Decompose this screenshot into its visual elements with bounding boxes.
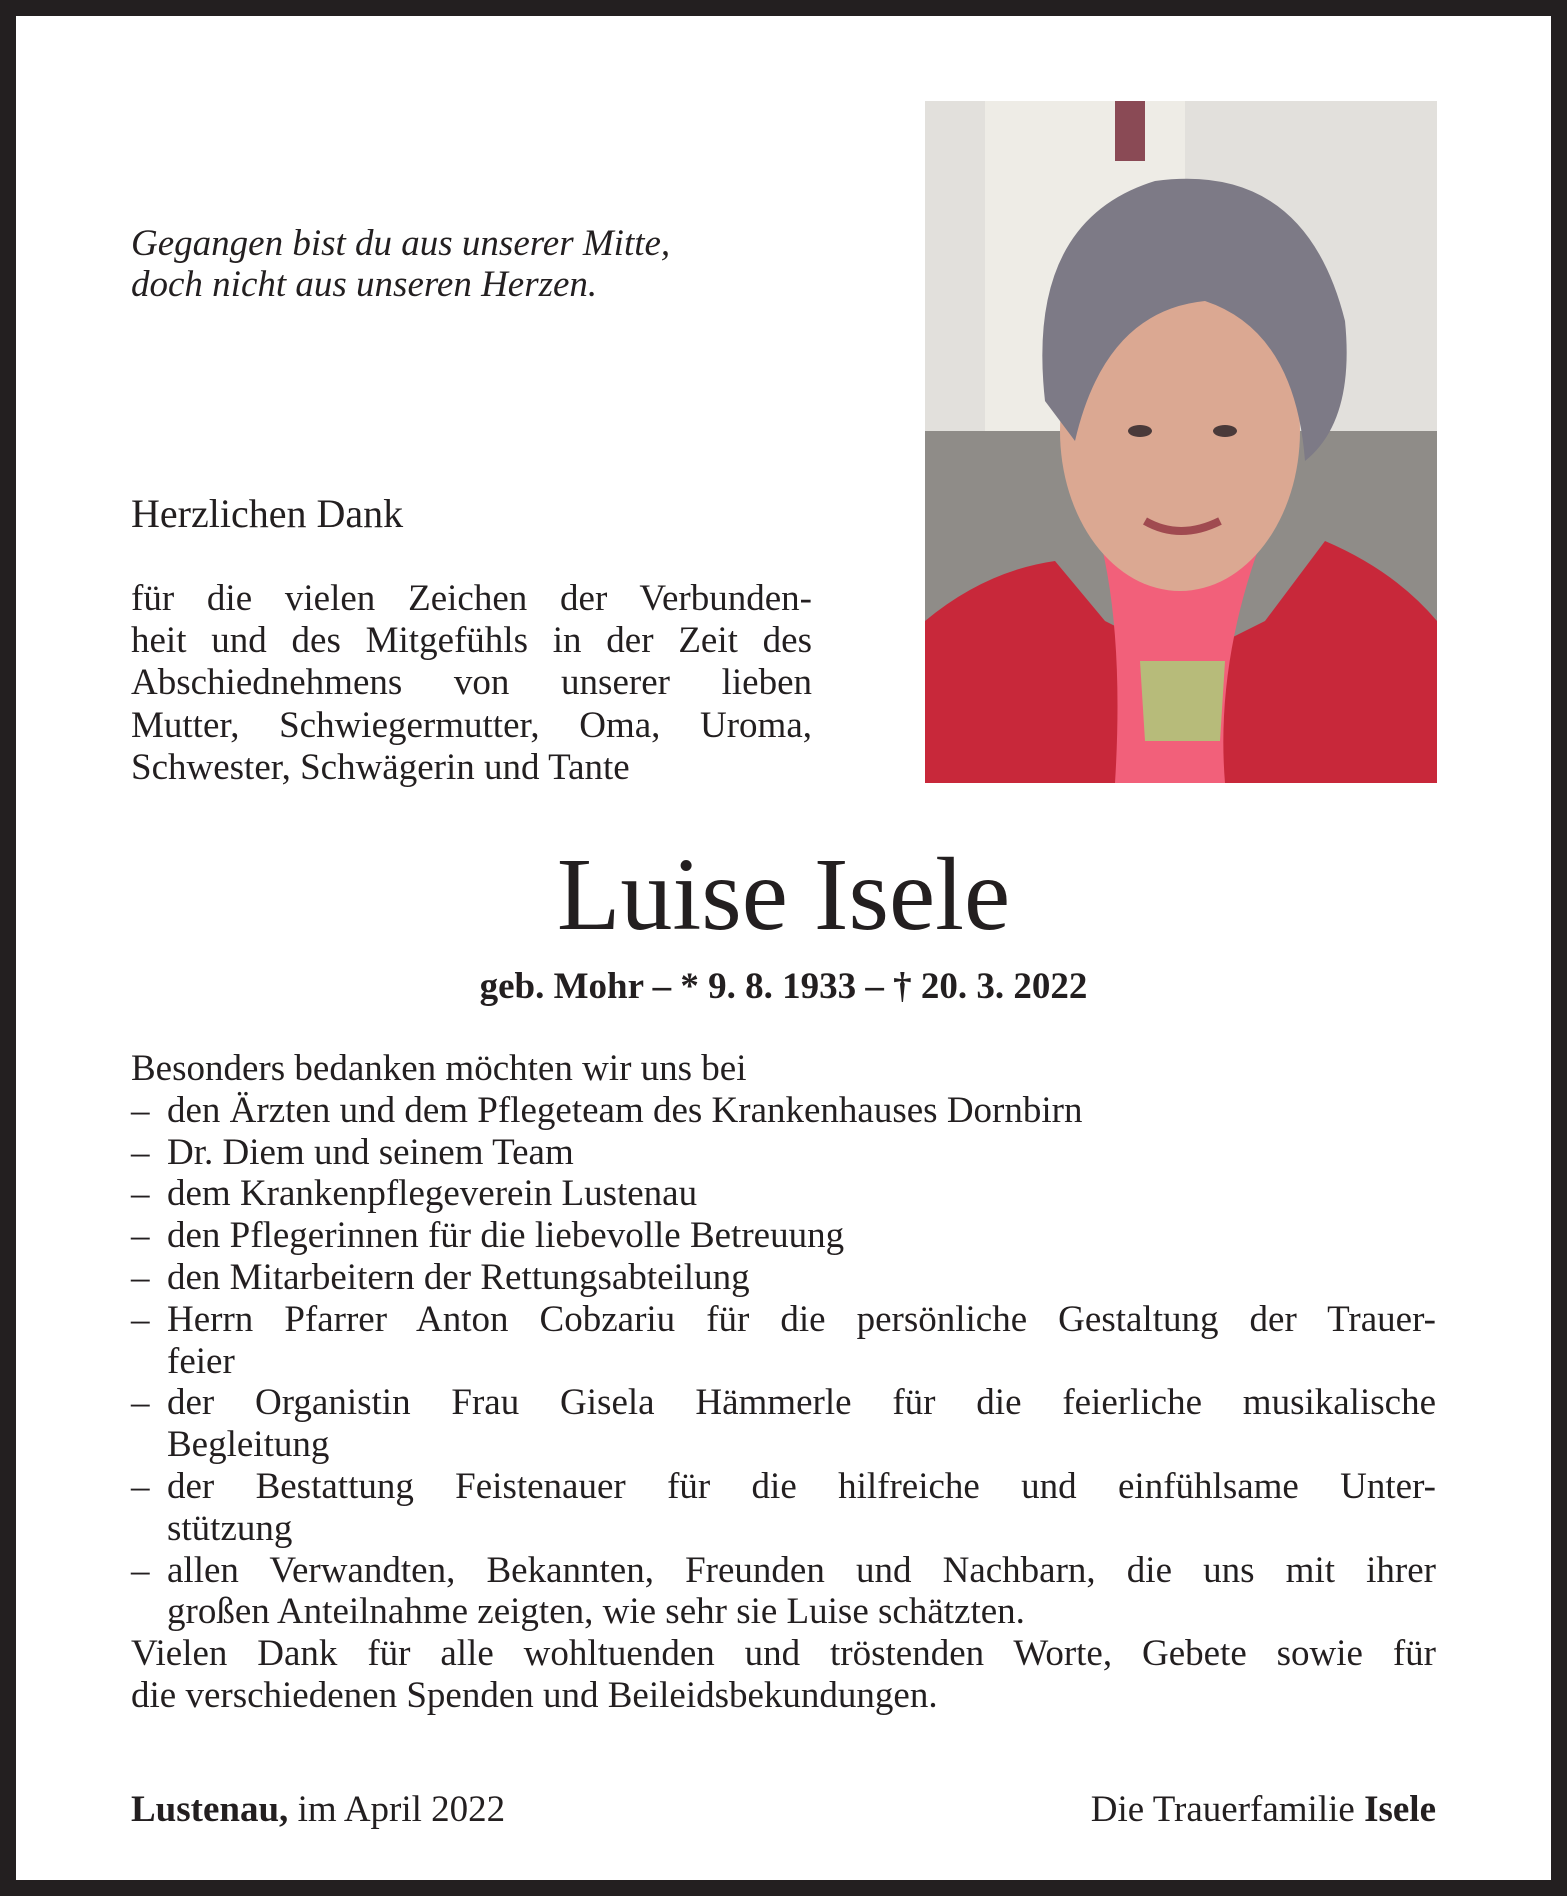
dash-bullet: –	[131, 1256, 150, 1298]
intro-paragraph	[131, 578, 812, 789]
item-line: stützung	[167, 1507, 293, 1549]
gratitude-item-text	[167, 1090, 1436, 1132]
gratitude-section	[131, 1048, 1436, 1717]
dash-bullet: –	[131, 1173, 150, 1215]
gratitude-item	[131, 1257, 1436, 1299]
item-line: Herrn Pfarrer Anton Cobzariu für die persönliche Gestaltung der Trauer-	[167, 1298, 1436, 1340]
thanks-heading: Herzlichen Dank	[131, 491, 404, 536]
life-dates: geb. Mohr – * 9. 8. 1933 – † 20. 3. 2022	[479, 966, 1088, 1007]
gratitude-item	[131, 1382, 1436, 1466]
dash-bullet: –	[131, 1382, 150, 1424]
gratitude-item	[131, 1173, 1436, 1215]
gratitude-item	[131, 1090, 1436, 1132]
gratitude-item	[131, 1132, 1436, 1174]
place-date	[131, 1788, 505, 1831]
gratitude-list	[131, 1090, 1436, 1633]
date: im April 2022	[297, 1789, 506, 1830]
portrait-image	[925, 101, 1437, 783]
item-line: der Bestattung Feistenauer für die hilfreiche und einfühlsame Unter-	[167, 1465, 1436, 1507]
paragraph-line: heit und des Mitgefühls in der Zeit des	[131, 620, 812, 662]
family-prefix: Die Trauerfamilie	[1090, 1789, 1355, 1830]
gratitude-item-text	[167, 1382, 1436, 1466]
gratitude-item	[131, 1550, 1436, 1634]
item-line: Begleitung	[167, 1424, 330, 1466]
item-line: der Organistin Frau Gisela Hämmerle für die feierliche musikalische	[167, 1382, 1436, 1424]
gratitude-item-text	[167, 1132, 1436, 1174]
gratitude-item-text	[167, 1299, 1436, 1383]
item-line: dem Krankenpflegeverein Lustenau	[167, 1173, 698, 1215]
place: Lustenau,	[131, 1789, 289, 1830]
quote-line: doch nicht aus unseren Herzen.	[131, 264, 598, 305]
dash-bullet: –	[131, 1298, 150, 1340]
closing-line: die verschiedenen Spenden und Beileidsbekundungen.	[131, 1674, 938, 1716]
family-name: Isele	[1364, 1789, 1436, 1830]
dash-bullet: –	[131, 1089, 150, 1131]
memorial-quote	[131, 223, 670, 305]
portrait-photo	[925, 101, 1437, 783]
gratitude-item	[131, 1215, 1436, 1257]
dash-bullet: –	[131, 1215, 150, 1257]
dash-bullet: –	[131, 1465, 150, 1507]
paragraph-line: Abschiednehmens von unserer lieben	[131, 662, 812, 704]
dash-bullet: –	[131, 1549, 150, 1591]
dash-bullet: –	[131, 1131, 150, 1173]
item-line: den Mitarbeitern der Rettungsabteilung	[167, 1256, 750, 1298]
gratitude-lead: Besonders bedanken möchten wir uns bei	[131, 1048, 747, 1089]
gratitude-item-text	[167, 1466, 1436, 1550]
gratitude-item	[131, 1299, 1436, 1383]
item-line: Dr. Diem und seinem Team	[167, 1131, 574, 1173]
gratitude-item-text	[167, 1257, 1436, 1299]
item-line: großen Anteilnahme zeigten, wie sehr sie Luise schätzten.	[167, 1591, 1025, 1633]
gratitude-item-text	[167, 1550, 1436, 1634]
quote-line: Gegangen bist du aus unserer Mitte,	[131, 223, 671, 264]
closing-line: Vielen Dank für alle wohltuenden und tröstenden Worte, Gebete sowie für	[131, 1633, 1436, 1675]
gratitude-item	[131, 1466, 1436, 1550]
item-line: allen Verwandten, Bekannten, Freunden und Nachbarn, die uns mit ihrer	[167, 1549, 1436, 1591]
item-line: feier	[167, 1340, 235, 1382]
item-line: den Pflegerinnen für die liebevolle Betreuung	[167, 1215, 845, 1257]
family-signature	[1091, 1788, 1436, 1831]
paragraph-line: für die vielen Zeichen der Verbunden-	[131, 578, 812, 619]
item-line: den Ärzten und dem Pflegeteam des Krankenhauses Dornbirn	[167, 1089, 1083, 1131]
gratitude-item-text	[167, 1215, 1436, 1257]
paragraph-line: Schwester, Schwägerin und Tante	[131, 746, 630, 788]
deceased-name: Luise Isele	[556, 837, 1011, 952]
paragraph-line: Mutter, Schwiegermutter, Oma, Uroma,	[131, 704, 812, 746]
gratitude-item-text	[167, 1173, 1436, 1215]
